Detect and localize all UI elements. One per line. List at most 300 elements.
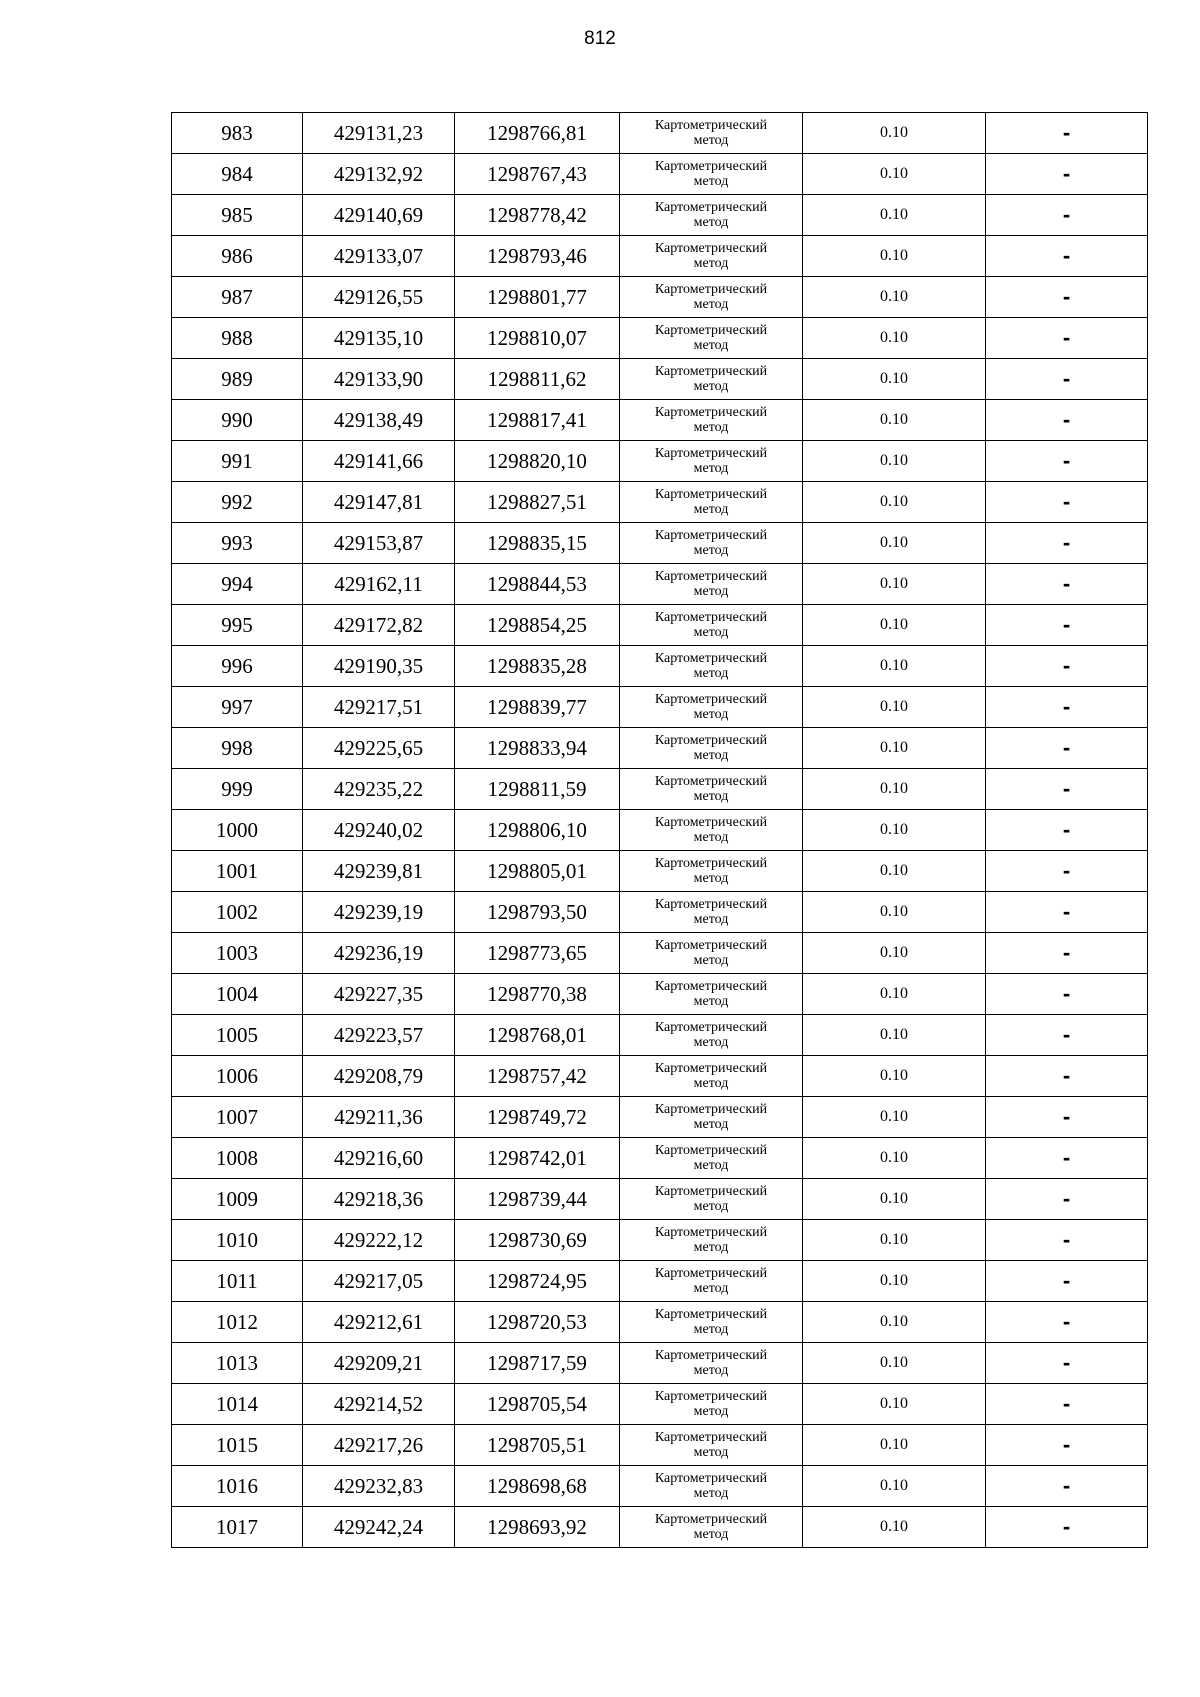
note-cell: - bbox=[986, 195, 1148, 236]
method-text-line2: метод bbox=[693, 584, 729, 599]
y-coordinate-cell: 1298793,50 bbox=[455, 892, 620, 933]
method-text-line1: Картометрический bbox=[654, 979, 768, 994]
point-number-cell: 986 bbox=[172, 236, 303, 277]
x-coordinate-cell: 429239,19 bbox=[303, 892, 455, 933]
accuracy-cell: 0.10 bbox=[803, 154, 986, 195]
method-text-line1: Картометрический bbox=[654, 651, 768, 666]
method-cell bbox=[620, 523, 803, 564]
x-coordinate-cell: 429216,60 bbox=[303, 1138, 455, 1179]
y-coordinate-cell: 1298724,95 bbox=[455, 1261, 620, 1302]
note-cell: - bbox=[986, 277, 1148, 318]
accuracy-cell: 0.10 bbox=[803, 1015, 986, 1056]
x-coordinate-cell: 429217,26 bbox=[303, 1425, 455, 1466]
accuracy-cell: 0.10 bbox=[803, 1097, 986, 1138]
x-coordinate-cell: 429138,49 bbox=[303, 400, 455, 441]
note-cell: - bbox=[986, 1261, 1148, 1302]
y-coordinate-cell: 1298820,10 bbox=[455, 441, 620, 482]
x-coordinate-cell: 429239,81 bbox=[303, 851, 455, 892]
accuracy-cell: 0.10 bbox=[803, 687, 986, 728]
point-number-cell: 1017 bbox=[172, 1507, 303, 1548]
method-text-line1: Картометрический bbox=[654, 610, 768, 625]
method-text-line2: метод bbox=[693, 1199, 729, 1214]
accuracy-cell: 0.10 bbox=[803, 1179, 986, 1220]
point-number-cell: 985 bbox=[172, 195, 303, 236]
method-cell bbox=[620, 1466, 803, 1507]
y-coordinate-cell: 1298730,69 bbox=[455, 1220, 620, 1261]
accuracy-cell: 0.10 bbox=[803, 1261, 986, 1302]
method-text-line2: метод bbox=[693, 1445, 729, 1460]
x-coordinate-cell: 429227,35 bbox=[303, 974, 455, 1015]
point-number-cell: 1002 bbox=[172, 892, 303, 933]
x-coordinate-cell: 429225,65 bbox=[303, 728, 455, 769]
method-cell bbox=[620, 441, 803, 482]
note-cell: - bbox=[986, 1138, 1148, 1179]
accuracy-cell: 0.10 bbox=[803, 1302, 986, 1343]
y-coordinate-cell: 1298806,10 bbox=[455, 810, 620, 851]
note-cell: - bbox=[986, 1097, 1148, 1138]
x-coordinate-cell: 429153,87 bbox=[303, 523, 455, 564]
x-coordinate-cell: 429190,35 bbox=[303, 646, 455, 687]
table-row bbox=[172, 933, 1148, 974]
y-coordinate-cell: 1298839,77 bbox=[455, 687, 620, 728]
x-coordinate-cell: 429131,23 bbox=[303, 113, 455, 154]
method-text-line1: Картометрический bbox=[654, 897, 768, 912]
method-text-line1: Картометрический bbox=[654, 1143, 768, 1158]
table-row bbox=[172, 1056, 1148, 1097]
method-text-line1: Картометрический bbox=[654, 241, 768, 256]
method-text-line1: Картометрический bbox=[654, 733, 768, 748]
x-coordinate-cell: 429141,66 bbox=[303, 441, 455, 482]
note-cell: - bbox=[986, 400, 1148, 441]
accuracy-cell: 0.10 bbox=[803, 523, 986, 564]
note-cell: - bbox=[986, 1056, 1148, 1097]
point-number-cell: 1010 bbox=[172, 1220, 303, 1261]
method-text-line1: Картометрический bbox=[654, 1307, 768, 1322]
accuracy-cell: 0.10 bbox=[803, 810, 986, 851]
y-coordinate-cell: 1298717,59 bbox=[455, 1343, 620, 1384]
method-text-line1: Картометрический bbox=[654, 815, 768, 830]
method-cell bbox=[620, 1179, 803, 1220]
method-cell bbox=[620, 974, 803, 1015]
y-coordinate-cell: 1298705,51 bbox=[455, 1425, 620, 1466]
y-coordinate-cell: 1298770,38 bbox=[455, 974, 620, 1015]
method-text-line1: Картометрический bbox=[654, 692, 768, 707]
accuracy-cell: 0.10 bbox=[803, 605, 986, 646]
method-text-line2: метод bbox=[693, 1486, 729, 1501]
accuracy-cell: 0.10 bbox=[803, 646, 986, 687]
method-cell bbox=[620, 359, 803, 400]
method-cell bbox=[620, 1220, 803, 1261]
method-text-line1: Картометрический bbox=[654, 405, 768, 420]
note-cell: - bbox=[986, 318, 1148, 359]
method-text-line2: метод bbox=[693, 1322, 729, 1337]
method-text-line1: Картометрический bbox=[654, 1348, 768, 1363]
x-coordinate-cell: 429209,21 bbox=[303, 1343, 455, 1384]
method-cell bbox=[620, 687, 803, 728]
y-coordinate-cell: 1298767,43 bbox=[455, 154, 620, 195]
x-coordinate-cell: 429217,51 bbox=[303, 687, 455, 728]
point-number-cell: 1006 bbox=[172, 1056, 303, 1097]
table-row bbox=[172, 1097, 1148, 1138]
x-coordinate-cell: 429223,57 bbox=[303, 1015, 455, 1056]
method-text-line2: метод bbox=[693, 1404, 729, 1419]
x-coordinate-cell: 429133,07 bbox=[303, 236, 455, 277]
accuracy-cell: 0.10 bbox=[803, 318, 986, 359]
method-text-line2: метод bbox=[693, 1281, 729, 1296]
accuracy-cell: 0.10 bbox=[803, 482, 986, 523]
method-text-line1: Картометрический bbox=[654, 569, 768, 584]
method-text-line2: метод bbox=[693, 666, 729, 681]
table-row bbox=[172, 523, 1148, 564]
point-number-cell: 1013 bbox=[172, 1343, 303, 1384]
table-row bbox=[172, 154, 1148, 195]
method-text-line1: Картометрический bbox=[654, 118, 768, 133]
method-cell bbox=[620, 810, 803, 851]
x-coordinate-cell: 429236,19 bbox=[303, 933, 455, 974]
method-text-line2: метод bbox=[693, 256, 729, 271]
accuracy-cell: 0.10 bbox=[803, 441, 986, 482]
method-cell bbox=[620, 1261, 803, 1302]
method-cell bbox=[620, 1097, 803, 1138]
point-number-cell: 1016 bbox=[172, 1466, 303, 1507]
method-cell bbox=[620, 1056, 803, 1097]
method-text-line2: метод bbox=[693, 1076, 729, 1091]
accuracy-cell: 0.10 bbox=[803, 277, 986, 318]
accuracy-cell: 0.10 bbox=[803, 892, 986, 933]
y-coordinate-cell: 1298720,53 bbox=[455, 1302, 620, 1343]
point-number-cell: 984 bbox=[172, 154, 303, 195]
note-cell: - bbox=[986, 441, 1148, 482]
method-cell bbox=[620, 1425, 803, 1466]
method-text-line2: метод bbox=[693, 174, 729, 189]
y-coordinate-cell: 1298835,28 bbox=[455, 646, 620, 687]
accuracy-cell: 0.10 bbox=[803, 974, 986, 1015]
method-cell bbox=[620, 892, 803, 933]
note-cell: - bbox=[986, 1302, 1148, 1343]
note-cell: - bbox=[986, 482, 1148, 523]
table-row bbox=[172, 1507, 1148, 1548]
table-row bbox=[172, 482, 1148, 523]
note-cell: - bbox=[986, 1384, 1148, 1425]
accuracy-cell: 0.10 bbox=[803, 1220, 986, 1261]
y-coordinate-cell: 1298778,42 bbox=[455, 195, 620, 236]
method-text-line1: Картометрический bbox=[654, 856, 768, 871]
method-text-line2: метод bbox=[693, 379, 729, 394]
table-row bbox=[172, 974, 1148, 1015]
point-number-cell: 989 bbox=[172, 359, 303, 400]
table-row bbox=[172, 1384, 1148, 1425]
accuracy-cell: 0.10 bbox=[803, 1056, 986, 1097]
accuracy-cell: 0.10 bbox=[803, 1384, 986, 1425]
method-text-line1: Картометрический bbox=[654, 1430, 768, 1445]
table-row bbox=[172, 810, 1148, 851]
point-number-cell: 987 bbox=[172, 277, 303, 318]
y-coordinate-cell: 1298810,07 bbox=[455, 318, 620, 359]
y-coordinate-cell: 1298698,68 bbox=[455, 1466, 620, 1507]
note-cell: - bbox=[986, 564, 1148, 605]
method-text-line2: метод bbox=[693, 625, 729, 640]
accuracy-cell: 0.10 bbox=[803, 195, 986, 236]
y-coordinate-cell: 1298749,72 bbox=[455, 1097, 620, 1138]
method-text-line1: Картометрический bbox=[654, 323, 768, 338]
method-text-line1: Картометрический bbox=[654, 487, 768, 502]
note-cell: - bbox=[986, 769, 1148, 810]
note-cell: - bbox=[986, 892, 1148, 933]
note-cell: - bbox=[986, 236, 1148, 277]
method-cell bbox=[620, 1507, 803, 1548]
accuracy-cell: 0.10 bbox=[803, 1466, 986, 1507]
point-number-cell: 991 bbox=[172, 441, 303, 482]
note-cell: - bbox=[986, 933, 1148, 974]
method-cell bbox=[620, 646, 803, 687]
y-coordinate-cell: 1298693,92 bbox=[455, 1507, 620, 1548]
method-text-line1: Картометрический bbox=[654, 364, 768, 379]
y-coordinate-cell: 1298817,41 bbox=[455, 400, 620, 441]
table-row bbox=[172, 892, 1148, 933]
point-number-cell: 1004 bbox=[172, 974, 303, 1015]
method-text-line1: Картометрический bbox=[654, 1512, 768, 1527]
accuracy-cell: 0.10 bbox=[803, 728, 986, 769]
x-coordinate-cell: 429232,83 bbox=[303, 1466, 455, 1507]
method-text-line2: метод bbox=[693, 748, 729, 763]
method-text-line1: Картометрический bbox=[654, 1061, 768, 1076]
x-coordinate-cell: 429217,05 bbox=[303, 1261, 455, 1302]
table-row bbox=[172, 1138, 1148, 1179]
table-row bbox=[172, 400, 1148, 441]
note-cell: - bbox=[986, 1507, 1148, 1548]
method-cell bbox=[620, 933, 803, 974]
accuracy-cell: 0.10 bbox=[803, 1138, 986, 1179]
point-number-cell: 997 bbox=[172, 687, 303, 728]
y-coordinate-cell: 1298739,44 bbox=[455, 1179, 620, 1220]
method-cell bbox=[620, 769, 803, 810]
method-text-line2: метод bbox=[693, 1035, 729, 1050]
note-cell: - bbox=[986, 1015, 1148, 1056]
method-text-line1: Картометрический bbox=[654, 774, 768, 789]
method-text-line2: метод bbox=[693, 543, 729, 558]
table-row bbox=[172, 564, 1148, 605]
table-row bbox=[172, 441, 1148, 482]
point-number-cell: 992 bbox=[172, 482, 303, 523]
table-row bbox=[172, 687, 1148, 728]
method-cell bbox=[620, 154, 803, 195]
method-text-line1: Картометрический bbox=[654, 1102, 768, 1117]
x-coordinate-cell: 429126,55 bbox=[303, 277, 455, 318]
method-text-line2: метод bbox=[693, 297, 729, 312]
y-coordinate-cell: 1298805,01 bbox=[455, 851, 620, 892]
method-text-line2: метод bbox=[693, 830, 729, 845]
point-number-cell: 988 bbox=[172, 318, 303, 359]
accuracy-cell: 0.10 bbox=[803, 1425, 986, 1466]
method-text-line2: метод bbox=[693, 461, 729, 476]
table-row bbox=[172, 1015, 1148, 1056]
accuracy-cell: 0.10 bbox=[803, 1343, 986, 1384]
table-row bbox=[172, 646, 1148, 687]
y-coordinate-cell: 1298801,77 bbox=[455, 277, 620, 318]
note-cell: - bbox=[986, 728, 1148, 769]
method-text-line2: метод bbox=[693, 789, 729, 804]
method-cell bbox=[620, 1343, 803, 1384]
method-text-line2: метод bbox=[693, 1158, 729, 1173]
accuracy-cell: 0.10 bbox=[803, 564, 986, 605]
note-cell: - bbox=[986, 1425, 1148, 1466]
method-text-line1: Картометрический bbox=[654, 159, 768, 174]
method-cell bbox=[620, 1302, 803, 1343]
table-row bbox=[172, 851, 1148, 892]
method-text-line1: Картометрический bbox=[654, 938, 768, 953]
point-number-cell: 990 bbox=[172, 400, 303, 441]
y-coordinate-cell: 1298742,01 bbox=[455, 1138, 620, 1179]
point-number-cell: 999 bbox=[172, 769, 303, 810]
y-coordinate-cell: 1298705,54 bbox=[455, 1384, 620, 1425]
y-coordinate-cell: 1298854,25 bbox=[455, 605, 620, 646]
table-row bbox=[172, 277, 1148, 318]
note-cell: - bbox=[986, 810, 1148, 851]
point-number-cell: 998 bbox=[172, 728, 303, 769]
method-text-line2: метод bbox=[693, 420, 729, 435]
x-coordinate-cell: 429208,79 bbox=[303, 1056, 455, 1097]
accuracy-cell: 0.10 bbox=[803, 359, 986, 400]
accuracy-cell: 0.10 bbox=[803, 933, 986, 974]
method-text-line2: метод bbox=[693, 871, 729, 886]
note-cell: - bbox=[986, 523, 1148, 564]
x-coordinate-cell: 429211,36 bbox=[303, 1097, 455, 1138]
method-cell bbox=[620, 1015, 803, 1056]
x-coordinate-cell: 429172,82 bbox=[303, 605, 455, 646]
method-text-line1: Картометрический bbox=[654, 200, 768, 215]
note-cell: - bbox=[986, 851, 1148, 892]
table-row bbox=[172, 769, 1148, 810]
method-text-line1: Картометрический bbox=[654, 528, 768, 543]
note-cell: - bbox=[986, 605, 1148, 646]
note-cell: - bbox=[986, 1343, 1148, 1384]
method-text-line1: Картометрический bbox=[654, 282, 768, 297]
x-coordinate-cell: 429162,11 bbox=[303, 564, 455, 605]
table-row bbox=[172, 1425, 1148, 1466]
point-number-cell: 995 bbox=[172, 605, 303, 646]
y-coordinate-cell: 1298833,94 bbox=[455, 728, 620, 769]
note-cell: - bbox=[986, 974, 1148, 1015]
table-row bbox=[172, 1179, 1148, 1220]
table-row bbox=[172, 728, 1148, 769]
method-text-line2: метод bbox=[693, 1363, 729, 1378]
method-cell bbox=[620, 1384, 803, 1425]
method-text-line2: метод bbox=[693, 1527, 729, 1542]
point-number-cell: 1001 bbox=[172, 851, 303, 892]
point-number-cell: 1007 bbox=[172, 1097, 303, 1138]
table-row bbox=[172, 1220, 1148, 1261]
table-row bbox=[172, 236, 1148, 277]
table-row bbox=[172, 195, 1148, 236]
method-cell bbox=[620, 482, 803, 523]
table-row bbox=[172, 113, 1148, 154]
method-text-line1: Картометрический bbox=[654, 1184, 768, 1199]
table-row bbox=[172, 359, 1148, 400]
y-coordinate-cell: 1298768,01 bbox=[455, 1015, 620, 1056]
point-number-cell: 1003 bbox=[172, 933, 303, 974]
x-coordinate-cell: 429212,61 bbox=[303, 1302, 455, 1343]
method-text-line2: метод bbox=[693, 502, 729, 517]
page-number: 812 bbox=[584, 28, 616, 49]
point-number-cell: 996 bbox=[172, 646, 303, 687]
point-number-cell: 1011 bbox=[172, 1261, 303, 1302]
method-text-line2: метод bbox=[693, 1240, 729, 1255]
method-cell bbox=[620, 605, 803, 646]
point-number-cell: 1009 bbox=[172, 1179, 303, 1220]
table-row bbox=[172, 1302, 1148, 1343]
point-number-cell: 1015 bbox=[172, 1425, 303, 1466]
table-row bbox=[172, 318, 1148, 359]
method-text-line1: Картометрический bbox=[654, 1225, 768, 1240]
method-text-line1: Картометрический bbox=[654, 446, 768, 461]
table-body bbox=[172, 113, 1148, 1548]
x-coordinate-cell: 429240,02 bbox=[303, 810, 455, 851]
note-cell: - bbox=[986, 687, 1148, 728]
x-coordinate-cell: 429222,12 bbox=[303, 1220, 455, 1261]
table-row bbox=[172, 1466, 1148, 1507]
accuracy-cell: 0.10 bbox=[803, 400, 986, 441]
method-text-line2: метод bbox=[693, 338, 729, 353]
x-coordinate-cell: 429135,10 bbox=[303, 318, 455, 359]
accuracy-cell: 0.10 bbox=[803, 236, 986, 277]
point-number-cell: 1014 bbox=[172, 1384, 303, 1425]
method-cell bbox=[620, 1138, 803, 1179]
method-cell bbox=[620, 113, 803, 154]
accuracy-cell: 0.10 bbox=[803, 113, 986, 154]
method-cell bbox=[620, 318, 803, 359]
note-cell: - bbox=[986, 1466, 1148, 1507]
method-text-line2: метод bbox=[693, 994, 729, 1009]
method-text-line2: метод bbox=[693, 912, 729, 927]
y-coordinate-cell: 1298827,51 bbox=[455, 482, 620, 523]
x-coordinate-cell: 429140,69 bbox=[303, 195, 455, 236]
note-cell: - bbox=[986, 1179, 1148, 1220]
point-number-cell: 994 bbox=[172, 564, 303, 605]
y-coordinate-cell: 1298766,81 bbox=[455, 113, 620, 154]
method-cell bbox=[620, 195, 803, 236]
accuracy-cell: 0.10 bbox=[803, 851, 986, 892]
method-text-line2: метод bbox=[693, 215, 729, 230]
table-row bbox=[172, 605, 1148, 646]
method-cell bbox=[620, 851, 803, 892]
table-row bbox=[172, 1261, 1148, 1302]
y-coordinate-cell: 1298844,53 bbox=[455, 564, 620, 605]
y-coordinate-cell: 1298757,42 bbox=[455, 1056, 620, 1097]
point-number-cell: 1012 bbox=[172, 1302, 303, 1343]
note-cell: - bbox=[986, 1220, 1148, 1261]
note-cell: - bbox=[986, 359, 1148, 400]
accuracy-cell: 0.10 bbox=[803, 1507, 986, 1548]
method-text-line1: Картометрический bbox=[654, 1471, 768, 1486]
x-coordinate-cell: 429242,24 bbox=[303, 1507, 455, 1548]
method-cell bbox=[620, 236, 803, 277]
method-cell bbox=[620, 400, 803, 441]
method-text-line2: метод bbox=[693, 1117, 729, 1132]
point-number-cell: 1005 bbox=[172, 1015, 303, 1056]
note-cell: - bbox=[986, 646, 1148, 687]
x-coordinate-cell: 429214,52 bbox=[303, 1384, 455, 1425]
point-number-cell: 983 bbox=[172, 113, 303, 154]
method-cell bbox=[620, 277, 803, 318]
point-number-cell: 1008 bbox=[172, 1138, 303, 1179]
method-cell bbox=[620, 564, 803, 605]
method-text-line2: метод bbox=[693, 953, 729, 968]
point-number-cell: 1000 bbox=[172, 810, 303, 851]
method-text-line2: метод bbox=[693, 707, 729, 722]
method-text-line1: Картометрический bbox=[654, 1389, 768, 1404]
note-cell: - bbox=[986, 113, 1148, 154]
point-number-cell: 993 bbox=[172, 523, 303, 564]
